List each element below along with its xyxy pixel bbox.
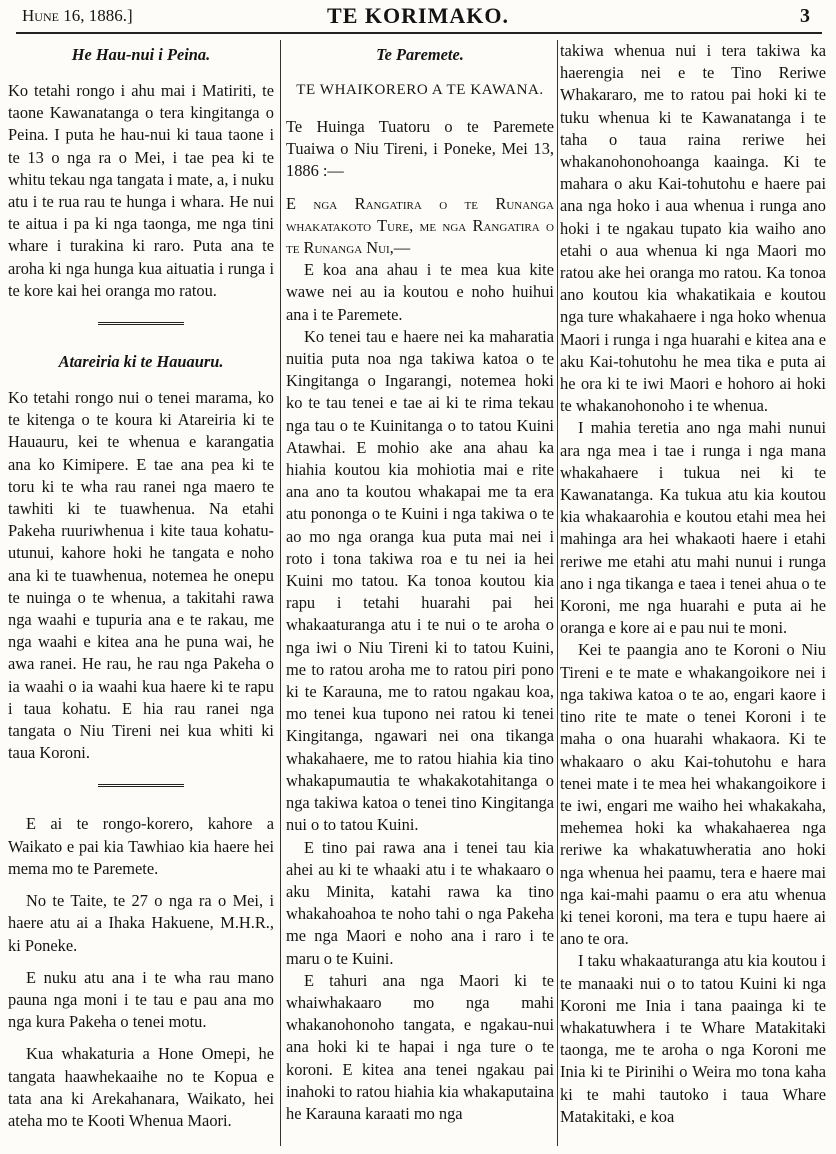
article-heading-west-australia: Atareiria ki te Hauauru. xyxy=(58,352,224,372)
spacer xyxy=(8,880,274,890)
news-item: E ai te rongo-korero, kahore a Waikato e pai kia Tawhiao kia haere hei mema mo te Paremete. xyxy=(8,814,274,878)
article-heading-storm-spain: He Hau-nui i Peina. xyxy=(71,45,211,64)
section-separator xyxy=(98,322,184,327)
spacer xyxy=(286,106,554,116)
article-subheading: TE WHAIKORERO A TE KAWANA. xyxy=(296,82,544,98)
article-paragraph: I taku whakaaturanga atu kia koutou i te manaaki nui o to tatou Kuini ki nga Koroni me Inia i tana paainga ki te whakatuwhera i te Whare Matakitaki taonga, me te aroha o nga Koroni me Inia ki te Pirinihi o Weira mo tona kaha ki te mahi tautoko i taua Whare Matakitaki, e koa xyxy=(560,951,826,1126)
spacer xyxy=(286,183,554,193)
column-one xyxy=(8,40,274,1148)
news-item: No te Taite, te 27 o nga ra o Mei, i haere atu ai a Ihaka Hakuene, M.H.R., ki Poneke. xyxy=(8,891,274,955)
dateline: Te Huinga Tuatoru o te Paremete Tuaiwa o Niu Tireni, i Poneke, Mei 13, 1886 :— xyxy=(286,117,554,181)
article-paragraph: I mahia teretia ano nga mahi nunui ara nga mea i tae i runga i nga mana whakahaere i tukua nei ki te Kawanatanga. Ka tukua atu kia koutou kia whakaarohia e koutou etahi mea hei mahinga ara hei whakaoti haere i etahi reriwe me etahi atu mahi nunui i runga ano i nga tikanga e taea i tenei ahua o te Koroni, me nga huarahi e puta ai he oranga e kore ai e pau nui te moni. xyxy=(560,418,826,638)
spacer xyxy=(8,1033,274,1043)
news-item: Kua whakaturia a Hone Omepi, he tangata haawhekaaihe no te Kopua e tata ana ki Arekahanara, Waikato, hei ateha mo te Kooti Whenua Maori. xyxy=(8,1044,274,1130)
article-paragraph: E tahuri ana nga Maori ki te whaiwhakaaro mo nga mahi whakanohonoho tangata, e ngakau-nui ana hoki ki te hapai i nga ture o te koroni. E kitea ana tenei ngakau pai inahoki to ratou hiahia kia whakaputaina he Karauna karaati mo nga xyxy=(286,970,554,1123)
article-paragraph: Ko tenei tau e haere nei ka maharatia nuitia puta noa nga takiwa katoa o te Kingitanga o Ingarangi, notemea hoki ko te tau tenei e tae ai ki te rima tekau nga tau o te Kuinitanga o to tatou Kuini Atawhai. E mohio ake ana ahau ka hiahia koutou kia mohiotia mai e rite ana ano ta koutou whakapai me ta era atu pononga o te Kuini i nga takiwa o te ao mo nga oranga kua puta mai nei i roto i tona takiwa roa e tu nei ia hei Kuini mo tatou. Ka tonoa koutou kia rapu i tetahi huarahi pai hei whakaaturanga atu i te nui o te aroha o nga iwi o Niu Tireni ki to tatou Kuini, me to ratou aroha me to ratou piri pono ki te Karauna, me to ratou ngakau koa, mo tenei kua tupono nei ratou ki tenei Kingitanga, ngawari nei ona tikanga whakahaere, me to ratou hiahia kia tino whakapumautia te whakakotahitanga o nga takiwa katoa o tenei tino Kingitanga nui o to tatou Kuini. xyxy=(286,326,554,835)
article-paragraph: E tino pai rawa ana i tenei tau kia ahei au ki te whaaki atu i te whakaaro o aku Minita, katahi rawa ka tino whakahoahoa te noho tahi o nga Pakeha me nga Maori e noho ana i raro i te maru o te Kuini. xyxy=(286,837,554,968)
spacer xyxy=(8,957,274,967)
page-number: 3 xyxy=(800,5,810,27)
column-divider-right xyxy=(557,40,558,1146)
page-header xyxy=(0,0,836,44)
column-divider-left xyxy=(280,40,281,1146)
article-heading-parliament: Te Paremete. xyxy=(376,45,464,64)
article-paragraph: E koa ana ahau i te mea kua kite wawe nei au ia koutou e noho huihui ana i te Paremete. xyxy=(286,260,554,324)
header-rule xyxy=(16,32,822,34)
article-paragraph: Ko tetahi rongo i ahu mai i Matiriti, te taone Kawanatanga o tera kingitanga o Peina. I puta he hau-nui ki taua taone i te 13 o nga ra o Mei, i tae pea ki te whitu tekau nga tangata i mate, a, i nuku atu i te rua rau te hunga i whara. He nui te aitua i pa ki nga taonga, me nga tini whare i turakina ki raro. Puta ana te aroha ki nga hunga kua aituatia i runga i te kore kai hei oranga mo ratou. xyxy=(8,81,274,300)
article-paragraph: Ko tetahi rongo nui o tenei marama, ko te kitenga o te koura ki Atareiria ki te Hauauru, kei te whenua e karangatia ana ko Kimipere. E tae ana pea ki te toru ki te wha rau ranei nga maero te tawhiti ki te tuawhenua. Na etahi Pakeha ruuriwhenua i kite taua kohatu-utunui, kahore hoki he tangata e noho ana ki te tuawhenua, notemea he onepu te nuinga o te whenua, a takitahi rawa nga waahi e tupuria ana e te rakau, me nga waahi e kitea ana he puna wai, he awa ranei. He rau, he rau nga Pakeha o ia waahi o ia waahi kua haere ki te rapu i taua kohatu. E hia rau ranei nga tangata o Niu Tireni nei kua whiti ki taua Koroni. xyxy=(8,388,274,763)
article-paragraph: takiwa whenua nui i tera takiwa ka haerengia nei e te Tino Reriwe Whakararo, me to ratou pai hoki ki te tuku whenua ki te Kawanatanga i te taha o taua raina reriwe hei whakanohonohoanga kaainga. Ki te mahara o aku Kai-tohutohu e haere pai ana nga hoko i aua whenua i runga ano hoki i te ngakau tupato kia waiho ano etahi o aua whenua ki nga Maori mo ratou ake hei oranga mo ratou. Ka tonoa ano koutou kia whakatikaia e koutou nga ture whakahaere i nga hoko whenua Maori i runga i nga huarahi e kitea ana e aku Kai-tohutohu he mea tika e puta ai he ora ki te iwi Maori e hohoro ai hoki te whakanohonoho i te whenua. xyxy=(560,41,826,416)
news-item: E nuku atu ana i te wha rau mano pauna nga moni i te tau e pau ana mo nga kura Pakeha o tenei motu. xyxy=(8,967,274,1032)
section-separator xyxy=(98,784,184,789)
salutation: E nga Rangatira o te Runanga whakatakoto Ture, me nga Rangatira o te Runanga Nui,— xyxy=(286,193,554,258)
issue-date: Hune 16, 1886.] xyxy=(22,6,133,25)
column-two xyxy=(286,40,554,1148)
newspaper-title: TE KORIMAKO. xyxy=(327,3,509,28)
column-three xyxy=(560,40,826,1148)
article-paragraph: Kei te paangia ano te Koroni o Niu Tireni e te mate e whakangoikore nei i nga takiwa katoa o te ao, engari kaore i tino rite te mate o tenei Koroni i te maha o ona huarahi whakaora. Ki te whakaaro o aku Kai-tohutohu e hara tenei mate i te mea hei whakangoikore i te iwi, engari me waiho hei whakakaha, mehemea hoki ka whakahaerea nga reriwe ka whakatuwheratia ano hoki nga whenua hei paamu, tera e haere mai nga kai-mahi paamu o era atu whenua ki tenei koroni, ma tera e tupu haere ai ano te ora. xyxy=(560,640,826,949)
